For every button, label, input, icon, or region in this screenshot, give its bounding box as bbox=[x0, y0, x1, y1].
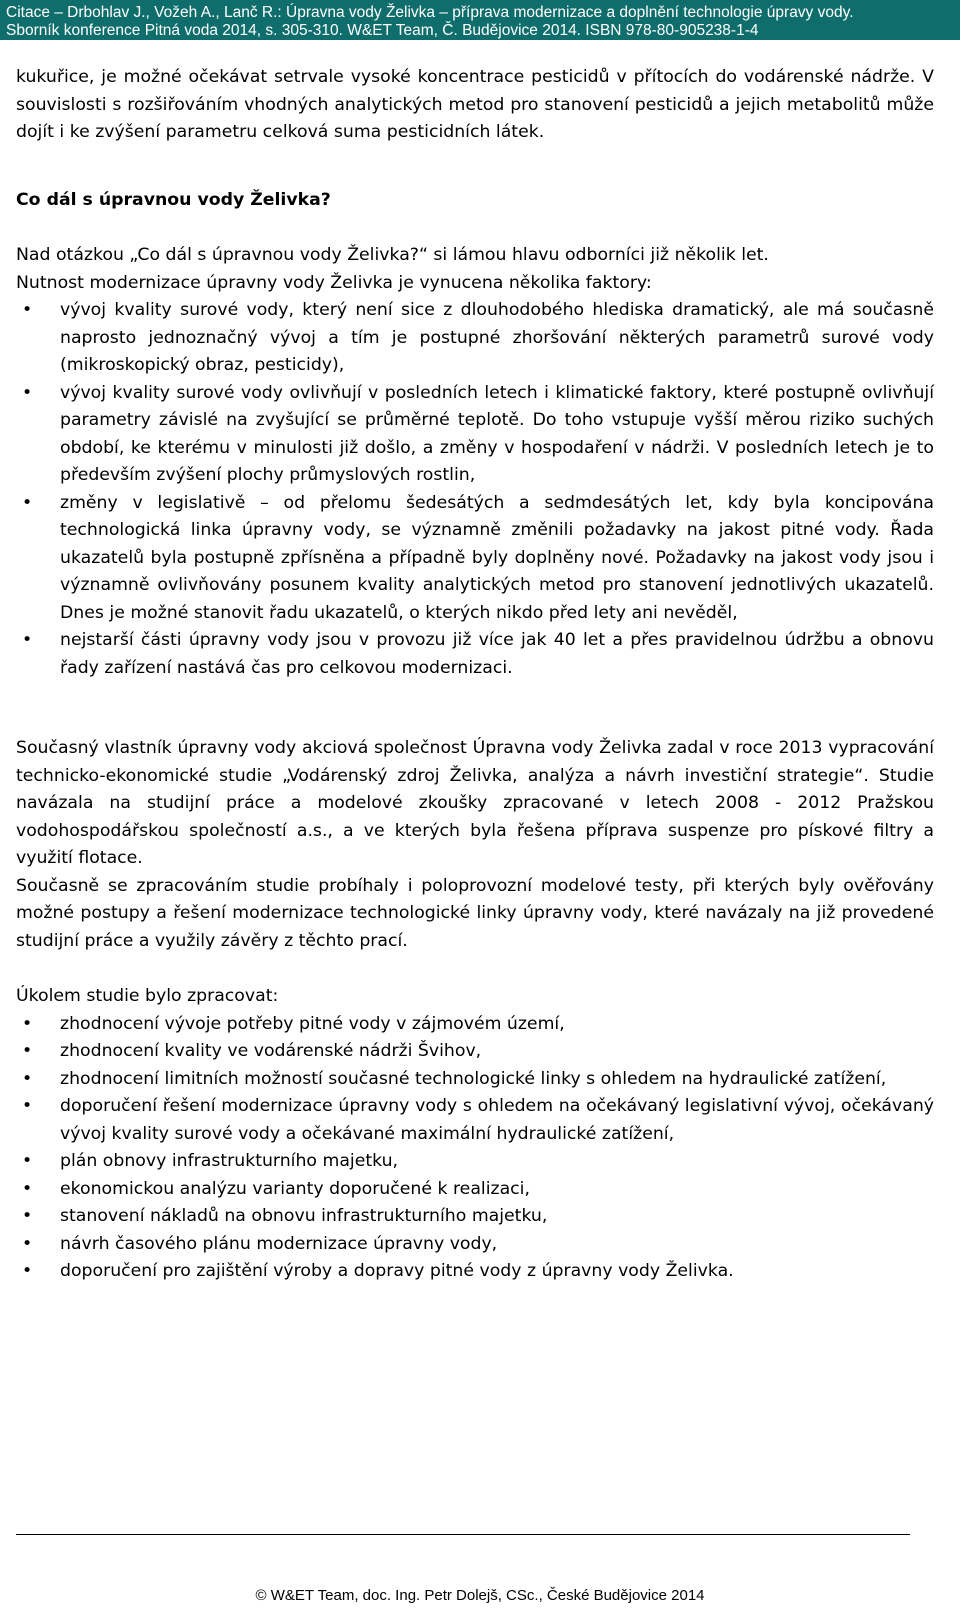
list-item: • vývoj kvality surové vody ovlivňují v posledních letech i klimatické faktory, které postupně ovlivňují parametry závislé na zvyšující se průměrné teplotě. Do toho vstupuje vyšší měrou riziko suchých období, ke kterému v minulosti již došlo, a změny v hospodaření v nádrži. V posledních letech je to především zvýšení plochy průmyslových rostlin, bbox=[16, 380, 934, 490]
list-item: • plán obnovy infrastrukturního majetku, bbox=[16, 1148, 934, 1176]
section-intro-2: Nutnost modernizace úpravny vody Želivka je vynucena několika faktory: bbox=[16, 272, 652, 293]
section-heading: Co dál s úpravnou vody Želivka? bbox=[16, 189, 331, 210]
citation-header bbox=[0, 0, 960, 40]
citation-line-1: Citace – Drbohlav J., Vožeh A., Lanč R.: Úpravna vody Želivka – příprava modernizace a doplnění technologie úpravy vody. bbox=[6, 4, 854, 21]
list-item: • návrh časového plánu modernizace úpravny vody, bbox=[16, 1231, 934, 1259]
page-content bbox=[16, 64, 934, 1286]
factors-list bbox=[16, 297, 934, 682]
list-item: • vývoj kvality surové vody, který není sice z dlouhodobého hlediska dramatický, ale má současně naprosto jednoznačný vývoj a tím je postupné zhoršování některých parametrů surové vody (mikroskopický obraz, pesticidy), bbox=[16, 297, 934, 380]
tasks-list bbox=[16, 1011, 934, 1286]
list-item: • změny v legislativě – od přelomu šedesátých a sedmdesátých let, kdy byla koncipována technologická linka úpravny vody, se významně změnili požadavky na jakost pitné vody. Řada ukazatelů byla postupně zpřísněna a případně byly doplněny nové. Požadavky na jakost vody jsou i významně ovlivňovány posunem kvality analytických metod pro stanovení jednotlivých ukazatelů. Dnes je možné stanovit řadu ukazatelů, o kterých nikdo před lety ani nevěděl, bbox=[16, 490, 934, 628]
page-footer: © W&ET Team, doc. Ing. Petr Dolejš, CSc., České Budějovice 2014 bbox=[255, 1587, 705, 1604]
owner-paragraph-2: Současně se zpracováním studie probíhaly i poloprovozní modelové testy, při kterých byly ověřovány možné postupy a řešení modernizace technologické linky úpravny vody, které navázaly na již provedené studijní práce a využily závěry z těchto prací. bbox=[16, 875, 934, 951]
citation-line-2: Sborník konference Pitná voda 2014, s. 305-310. W&ET Team, Č. Budějovice 2014. ISBN 978-80-905238-1-4 bbox=[6, 22, 759, 39]
owner-paragraph-1: Současný vlastník úpravny vody akciová společnost Úpravna vody Želivka zadal v roce 2013 vypracování technicko-ekonomické studie „Vodárenský zdroj Želivka, analýza a návrh investiční strategie“. Studie navázala na studijní práce a modelové zkoušky zpracované v letech 2008 - 2012 Pražskou vodohospodářskou společností a.s., a ve kterých byla řešena příprava suspenze pro pískové filtry a využití flotace. bbox=[16, 738, 934, 868]
list-item: • zhodnocení vývoje potřeby pitné vody v zájmovém území, bbox=[16, 1011, 934, 1039]
section-intro-1: Nad otázkou „Co dál s úpravnou vody Želivka?“ si lámou hlavu odborníci již několik let. bbox=[16, 245, 769, 265]
list-item: • zhodnocení kvality ve vodárenské nádrži Švihov, bbox=[16, 1038, 934, 1066]
intro-paragraph: kukuřice, je možné očekávat setrvale vysoké koncentrace pesticidů v přítocích do vodárenské nádrže. V souvislosti s rozšiřováním vhodných analytických metod pro stanovení pesticidů a jejich metabolitů může dojít i ke zvýšení parametru celková suma pesticidních látek. bbox=[16, 67, 934, 142]
footer-divider bbox=[16, 1534, 910, 1535]
list-item: • doporučení řešení modernizace úpravny vody s ohledem na očekávaný legislativní vývoj, očekávaný vývoj kvality surové vody a očekávané maximální hydraulické zatížení, bbox=[16, 1093, 934, 1148]
tasks-intro: Úkolem studie bylo zpracovat: bbox=[16, 986, 279, 1006]
list-item: • doporučení pro zajištění výroby a dopravy pitné vody z úpravny vody Želivka. bbox=[16, 1258, 934, 1286]
list-item: • stanovení nákladů na obnovu infrastrukturního majetku, bbox=[16, 1203, 934, 1231]
list-item: • nejstarší části úpravny vody jsou v provozu již více jak 40 let a přes pravidelnou údržbu a obnovu řady zařízení nastává čas pro celkovou modernizaci. bbox=[16, 627, 934, 682]
list-item: • ekonomickou analýzu varianty doporučené k realizaci, bbox=[16, 1176, 934, 1204]
list-item: • zhodnocení limitních možností současné technologické linky s ohledem na hydraulické zatížení, bbox=[16, 1066, 934, 1094]
